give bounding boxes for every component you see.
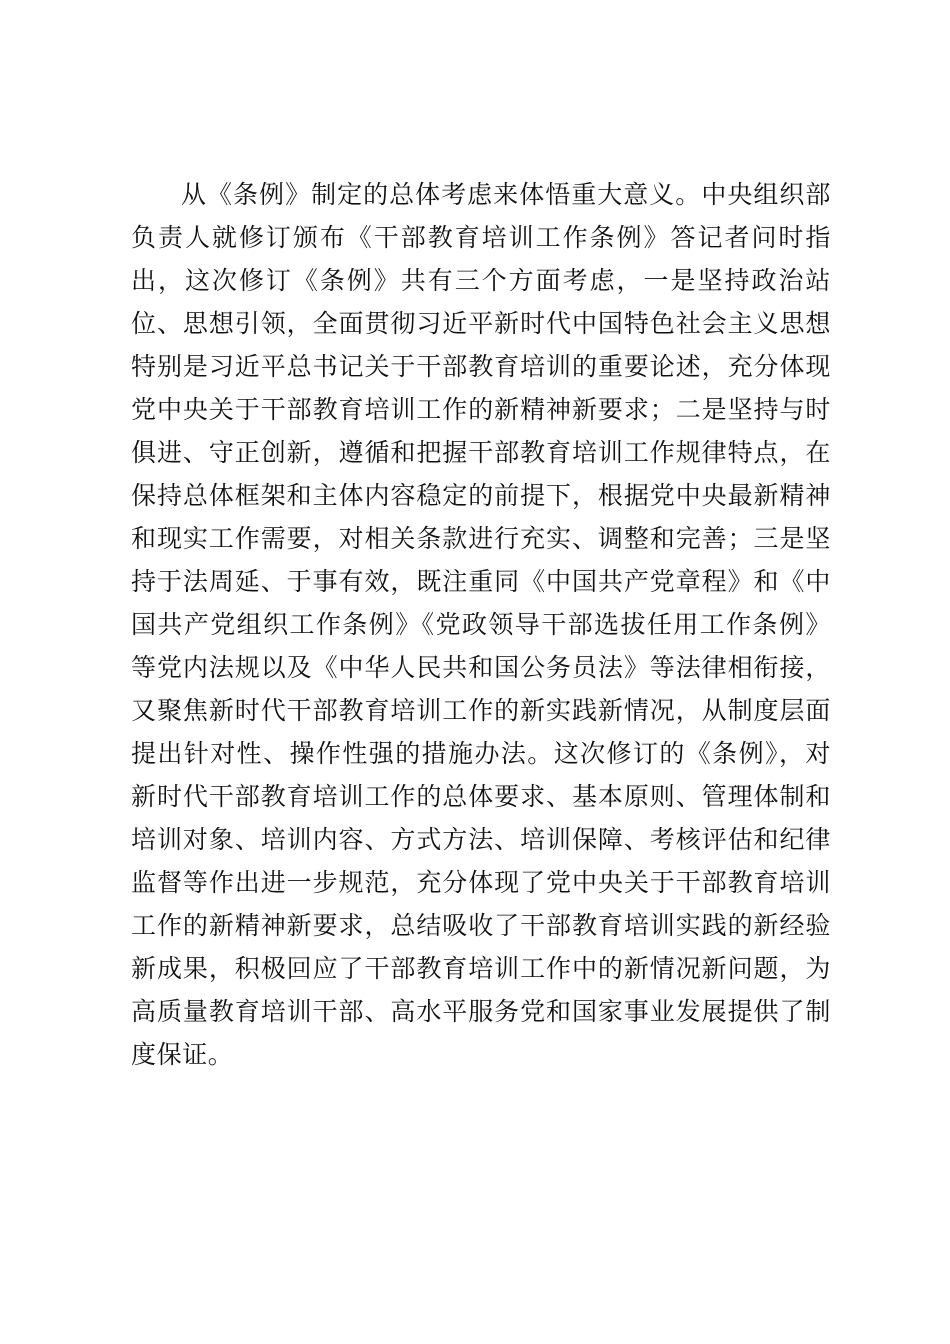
body-paragraph: 从《条例》制定的总体考虑来体悟重大意义。中央组织部负责人就修订颁布《干部教育培训工作条例》答记者问时指出，这次修订《条例》共有三个方面考虑，一是坚持政治站位、思想引领，全面贯彻习近平新时代中国特色社会主义思想特别是习近平总书记关于干部教育培训的重要论述，充分体现党中央关于干部教育培训工作的新精神新要求；二是坚持与时俱进、守正创新，遵循和把握干部教育培训工作规律特点，在保持总体框架和主体内容稳定的前提下，根据党中央最新精神和现实工作需要，对相关条款进行充实、调整和完善；三是坚持于法周延、于事有效，既注重同《中国共产党章程》和《中国共产党组织工作条例》《党政领导干部选拔任用工作条例》等党内法规以及《中华人民共和国公务员法》等法律相衔接，又聚焦新时代干部教育培训工作的新实践新情况，从制度层面提出针对性、操作性强的措施办法。这次修订的《条例》，对新时代干部教育培训工作的总体要求、基本原则、管理体制和培训对象、培训内容、方式方法、培训保障、考核评估和纪律监督等作出进一步规范，充分体现了党中央关于干部教育培训工作的新精神新要求，总结吸收了干部教育培训实践的新经验新成果，积极回应了干部教育培训工作中的新情况新问题，为高质量教育培训干部、高水平服务党和国家事业发展提供了制度保证。 bbox=[131, 180, 831, 1069]
